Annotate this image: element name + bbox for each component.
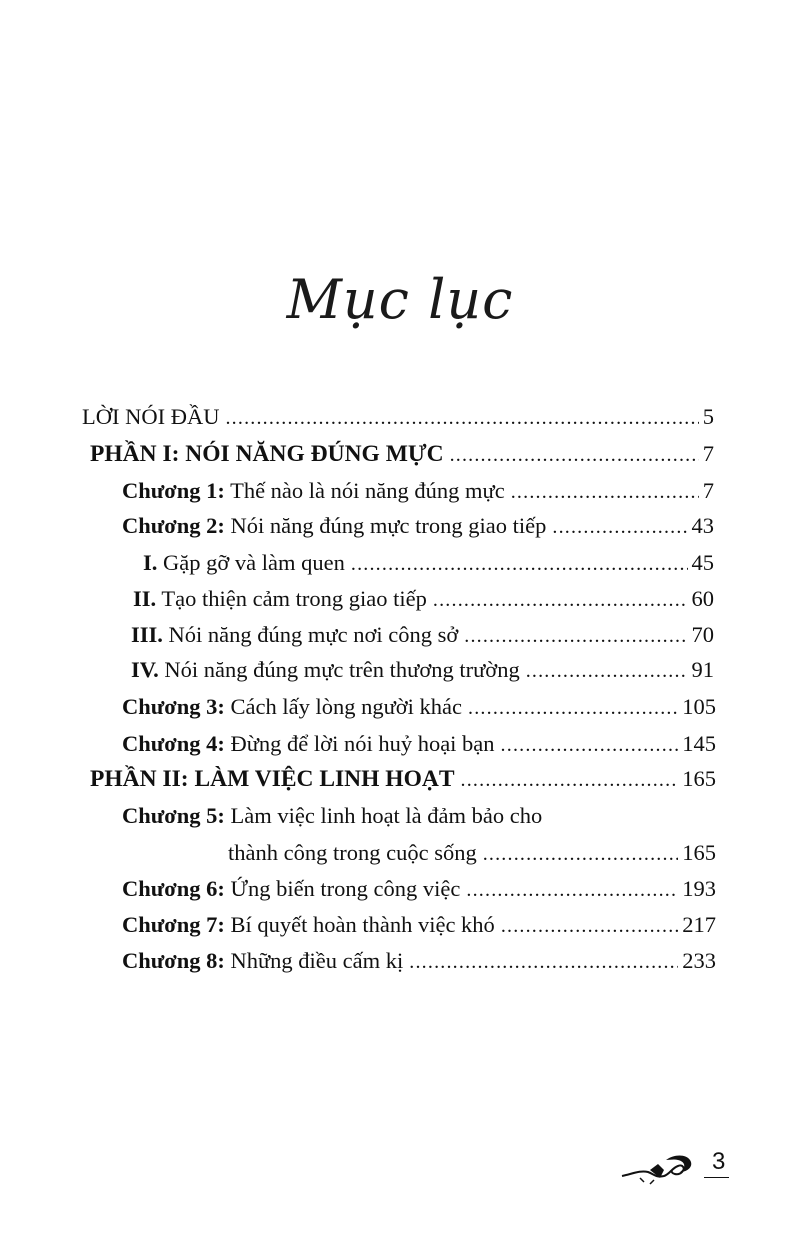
toc-entry-page: 7 <box>702 441 714 466</box>
toc-chapter-prefix: Chương 2: <box>122 513 225 538</box>
toc-chapter-title: Bí quyết hoàn thành việc khó <box>230 912 495 937</box>
toc-chapter-title: Những điều cấm kị <box>230 948 404 973</box>
toc-chapter-title: thành công trong cuộc sống <box>228 840 477 865</box>
toc-chapter-prefix: Chương 8: <box>122 948 225 973</box>
dot-leader <box>501 909 678 943</box>
toc-section-prefix: II. <box>133 586 157 611</box>
toc-entry-page: 233 <box>682 948 716 973</box>
toc-chapter <box>122 944 716 978</box>
toc-entry <box>82 400 714 434</box>
toc-entry-page: 105 <box>682 694 716 719</box>
toc-section <box>133 582 714 616</box>
toc-entry-page: 43 <box>691 513 714 538</box>
dot-leader <box>501 728 679 762</box>
dot-leader <box>466 873 678 907</box>
toc-chapter-prefix: Chương 3: <box>122 694 225 719</box>
toc-chapter <box>122 690 716 724</box>
toc-entry-page: 217 <box>682 912 716 937</box>
dot-leader <box>409 945 678 979</box>
dot-leader <box>461 763 679 797</box>
toc-entry-title: LỜI NÓI ĐẦU <box>82 404 220 429</box>
toc-entry-page: 91 <box>691 657 714 682</box>
toc-chapter-title: Làm việc linh hoạt là đảm bảo cho <box>230 803 543 828</box>
toc-part-title: LÀM VIỆC LINH HOẠT <box>194 766 455 792</box>
toc-chapter-title: Nói năng đúng mực trong giao tiếp <box>230 513 547 538</box>
toc-chapter-prefix: Chương 1: <box>122 478 225 503</box>
dot-leader <box>450 438 699 472</box>
toc-entry-page: 145 <box>682 731 716 756</box>
toc-chapter <box>122 474 714 508</box>
dot-leader <box>552 510 687 544</box>
toc-chapter-prefix: Chương 5: <box>122 803 225 828</box>
dot-leader <box>464 619 687 653</box>
toc-section <box>143 546 714 580</box>
toc-section-prefix: III. <box>131 622 163 647</box>
page-title: Mục lục <box>286 268 514 331</box>
toc-chapter-title: Ứng biến trong công việc <box>230 876 461 901</box>
dot-leader <box>225 401 698 435</box>
toc-section-title: Nói năng đúng mực nơi công sở <box>168 622 459 647</box>
page-number: 3 <box>704 1147 729 1178</box>
dot-leader <box>351 547 688 581</box>
toc-entry-page: 165 <box>682 766 716 791</box>
toc-section-prefix: IV. <box>131 657 159 682</box>
toc-chapter-title: Thế nào là nói năng đúng mực <box>230 478 505 503</box>
toc-chapter-prefix: Chương 4: <box>122 731 225 756</box>
toc-entry-page: 5 <box>702 404 714 429</box>
toc-chapter <box>122 799 716 833</box>
toc-chapter-prefix: Chương 7: <box>122 912 225 937</box>
dot-leader <box>433 583 688 617</box>
toc-chapter <box>122 509 714 543</box>
toc-section <box>131 618 714 652</box>
toc-chapter-title: Đừng để lời nói huỷ hoại bạn <box>230 731 495 756</box>
toc-section-title: Gặp gỡ và làm quen <box>163 550 345 575</box>
toc-entry-page: 60 <box>691 586 714 611</box>
toc-section-title: Nói năng đúng mực trên thương trường <box>164 657 520 682</box>
toc-section-title: Tạo thiện cảm trong giao tiếp <box>161 586 427 611</box>
toc-entry-page: 193 <box>682 876 716 901</box>
toc-part <box>90 762 716 796</box>
toc-part-prefix: PHẦN I: <box>90 441 180 467</box>
toc-entry-page: 70 <box>691 622 714 647</box>
toc-chapter-title: Cách lấy lòng người khác <box>230 694 463 719</box>
toc-entry-page: 7 <box>702 478 714 503</box>
dot-leader <box>526 654 688 688</box>
toc-part-prefix: PHẦN II: <box>90 766 189 792</box>
toc-entry-page: 165 <box>682 840 716 865</box>
dot-leader <box>468 691 678 725</box>
toc-section-prefix: I. <box>143 550 158 575</box>
toc-chapter <box>122 908 716 942</box>
toc-chapter <box>122 727 716 761</box>
dot-leader <box>511 475 699 509</box>
toc-chapter-prefix: Chương 6: <box>122 876 225 901</box>
toc-part-title: NÓI NĂNG ĐÚNG MỰC <box>185 441 444 467</box>
toc-entry-page: 45 <box>691 550 714 575</box>
dot-leader <box>483 837 679 871</box>
toc-chapter-continuation <box>228 836 716 870</box>
toc-chapter <box>122 872 716 906</box>
toc-part <box>90 437 714 471</box>
toc-section <box>131 653 714 687</box>
